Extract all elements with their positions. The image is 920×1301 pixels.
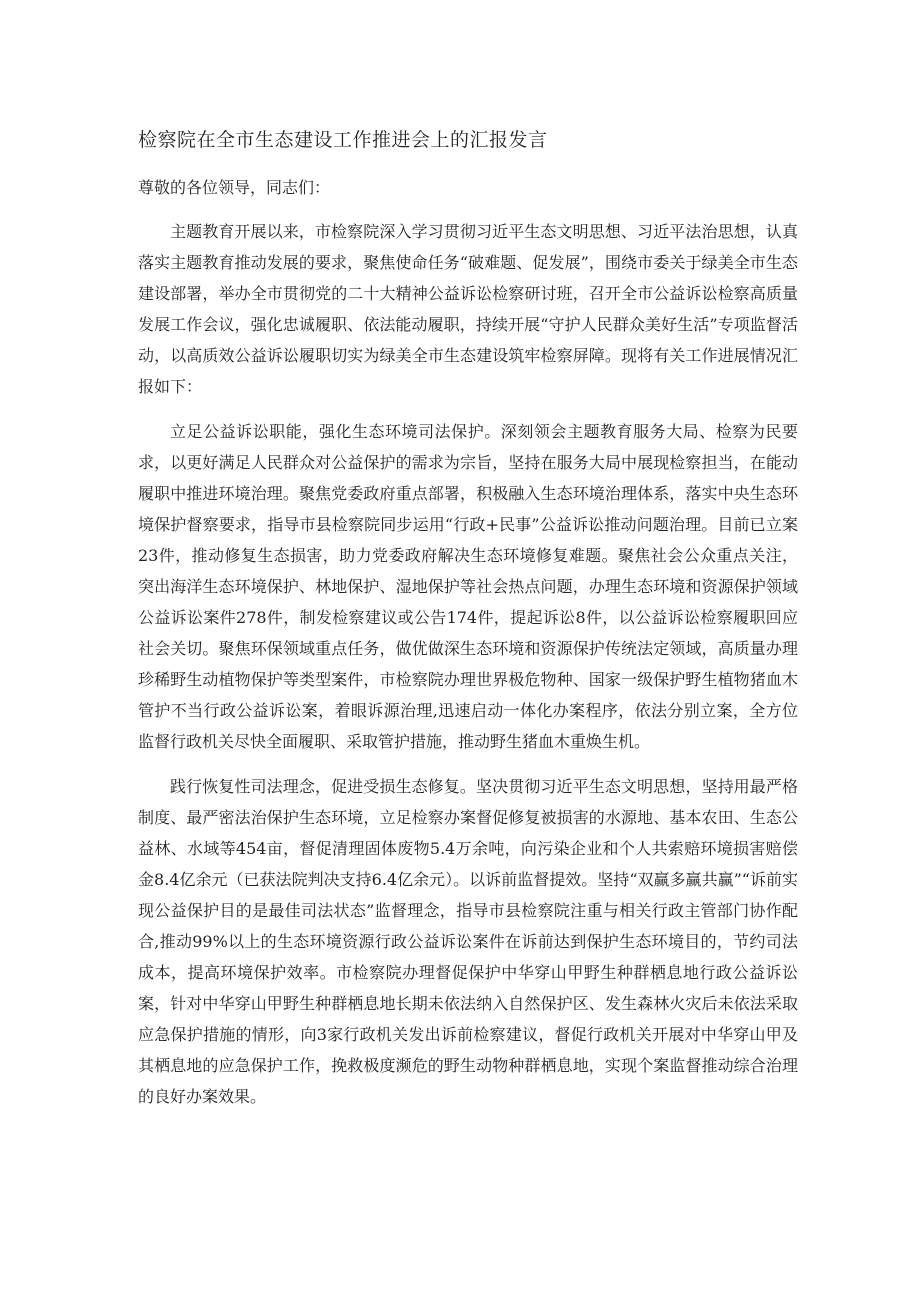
document-body [138, 120, 798, 1126]
salutation: 尊敬的各位领导，同志们： [138, 178, 331, 197]
paragraph-intro: 主题教育开展以来，市检察院深入学习贯彻习近平生态文明思想、习近平法治思想，认真落实主题教育推动发展的要求，聚焦使命任务“破难题、促发展”，围绕市委关于绿美全市生态建设部署，举办全市贯彻党的二十大精神公益诉讼检察研讨班，召开全市公益诉讼检察高质量发展工作会议，强化忠诚履职、依法能动履职，持续开展“守护人民群众美好生活”专项监督活动，以高质效公益诉讼履职切实为绿美全市生态建设筑牢检察屏障。现将有关工作进展情况汇报如下： [138, 222, 798, 396]
document-title: 检察院在全市生态建设工作推进会上的汇报发言 [138, 129, 548, 151]
paragraph-ecological-restoration: 践行恢复性司法理念，促进受损生态修复。坚决贯彻习近平生态文明思想，坚持用最严格制度、最严密法治保护生态环境，立足检察办案督促修复被损害的水源地、基本农田、生态公益林、水域等454亩，督促清理固体废物5.4万余吨，向污染企业和个人共索赔环境损害赔偿金8.4亿余元（已获法院判决支持6.4亿余元）。以诉前监督提效。坚持“双赢多赢共赢”“诉前实现公益保护目的是最佳司法状态”监督理念，指导市县检察院注重与相关行政主管部门协作配合,推动99%以上的生态环境资源行政公益诉讼案件在诉前达到保护生态环境目的，节约司法成本，提高环境保护效率。市检察院办理督促保护中华穿山甲野生种群栖息地行政公益诉讼案，针对中华穿山甲野生种群栖息地长期未依法纳入自然保护区、发生森林火灾后未依法采取应急保护措施的情形，向3家行政机关发出诉前检察建议，督促行政机关开展对中华穿山甲及其栖息地的应急保护工作，挽救极度濒危的野生动物种群栖息地，实现个案监督推动综合治理的良好办案效果。 [138, 777, 798, 1106]
paragraph-judicial-protection: 立足公益诉讼职能，强化生态环境司法保护。深刻领会主题教育服务大局、检察为民要求，以更好满足人民群众对公益保护的需求为宗旨，坚持在服务大局中展现检察担当，在能动履职中推进环境治理。聚焦党委政府重点部署，积极融入生态环境治理体系，落实中央生态环境保护督察要求，指导市县检察院同步运用“行政+民事”公益诉讼推动问题治理。目前已立案23件，推动修复生态损害，助力党委政府解决生态环境修复难题。聚焦社会公众重点关注，突出海洋生态环境保护、林地保护、湿地保护等社会热点问题，办理生态环境和资源保护领域公益诉讼案件278件，制发检察建议或公告174件，提起诉讼8件，以公益诉讼检察履职回应社会关切。聚焦环保领域重点任务，做优做深生态环境和资源保护传统法定领域，高质量办理珍稀野生动植物保护等类型案件，市检察院办理世界极危物种、国家一级保护野生植物猪血木管护不当行政公益诉讼案，着眼诉源治理,迅速启动一体化办案程序，依法分别立案，全方位监督行政机关尽快全面履职、采取管护措施，推动野生猪血木重焕生机。 [138, 422, 798, 751]
